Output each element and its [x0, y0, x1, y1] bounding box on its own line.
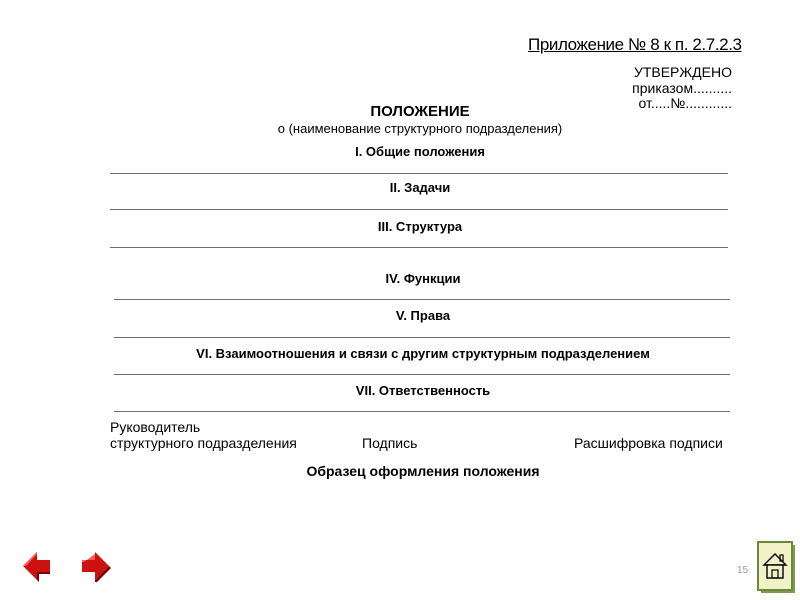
section-divider: [110, 247, 728, 248]
section-rights: V. Права: [395, 308, 451, 323]
signature-role-line1: Руководитель: [110, 419, 201, 435]
section-divider: [114, 337, 730, 338]
home-icon: [757, 541, 797, 595]
signature-decoding-label: Расшифровка подписи: [574, 435, 723, 451]
forward-button[interactable]: [80, 550, 112, 582]
section-general-provisions: I. Общие положения: [355, 144, 485, 159]
signature-role-line2: структурного подразделения: [110, 435, 297, 451]
section-responsibility: VII. Ответственность: [355, 383, 491, 398]
section-relations: VI. Взаимоотношения и связи с другим структурным подразделением: [196, 346, 650, 361]
section-divider: [114, 374, 730, 375]
document-title: ПОЛОЖЕНИЕ: [370, 103, 470, 120]
section-divider: [110, 209, 728, 210]
section-structure: III. Структура: [377, 219, 463, 234]
approved-stamp: УТВЕРЖДЕНО: [633, 64, 732, 80]
order-line: приказом..........: [632, 80, 732, 96]
appendix-reference: Приложение № 8 к п. 2.7.2.3: [528, 35, 742, 54]
section-tasks: II. Задачи: [389, 180, 451, 195]
document-subtitle: о (наименование структурного подразделения): [277, 121, 563, 136]
back-button[interactable]: [20, 550, 52, 582]
date-line: от.....№............: [638, 95, 732, 111]
section-divider: [114, 411, 730, 412]
signature-label: Подпись: [362, 435, 418, 451]
section-divider: [110, 173, 728, 174]
sample-caption: Образец оформления положения: [306, 463, 540, 479]
section-divider: [114, 299, 730, 300]
arrow-right-icon: [80, 550, 112, 582]
arrow-left-icon: [20, 550, 52, 582]
page-number: 15: [737, 565, 749, 576]
home-button[interactable]: [757, 541, 797, 595]
section-functions: IV. Функции: [385, 271, 461, 286]
